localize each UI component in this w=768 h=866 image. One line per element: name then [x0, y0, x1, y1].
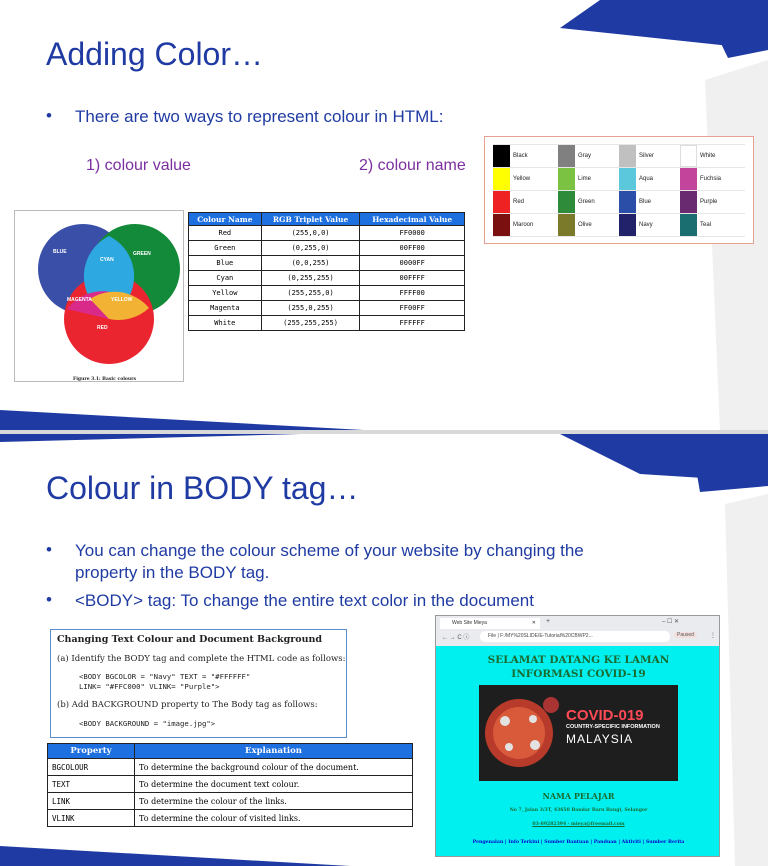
- cell: Yellow: [189, 286, 262, 301]
- cell: TEXT: [48, 776, 135, 793]
- colour-name-cell: [558, 145, 621, 167]
- table-row: [189, 271, 465, 286]
- table-row: [189, 241, 465, 256]
- bullet-text: There are two ways to represent colour in HTML:: [75, 107, 444, 126]
- venn-label-yellow: YELLOW: [111, 297, 133, 303]
- address-bar[interactable]: File | F:/MY%20SLIDE/E-Tutorial%20CBWP2...: [480, 631, 670, 642]
- option-colour-name: 2) colour name: [359, 157, 466, 174]
- cell: To determine the colour of visited links.: [135, 810, 413, 827]
- colour-swatch: [619, 145, 636, 167]
- colour-name-label: Yellow: [513, 176, 531, 182]
- colour-swatch: [493, 191, 510, 213]
- colour-name-label: Black: [513, 153, 528, 159]
- code-step-b: (b) Add BACKGROUND property to The Body tag as follows:: [57, 700, 318, 710]
- cell: 00FFFF: [360, 271, 465, 286]
- colour-name-label: Lime: [578, 176, 592, 182]
- page-heading-line2: INFORMASI COVID-19: [511, 668, 646, 680]
- cell: To determine the document text colour.: [135, 776, 413, 793]
- cell: FF00FF: [360, 301, 465, 316]
- cell: FFFF00: [360, 286, 465, 301]
- colour-name-cell: [619, 191, 682, 213]
- colour-name-label: Green: [578, 199, 595, 205]
- student-name: NAMA PELAJAR: [542, 791, 615, 801]
- colour-name-label: Teal: [700, 222, 712, 228]
- browser-screenshot: [435, 615, 720, 857]
- colour-name-label: Aqua: [639, 176, 654, 182]
- colour-name-label: Blue: [639, 199, 652, 205]
- table-row: [189, 226, 465, 241]
- colour-name-cell: [493, 191, 556, 213]
- colour-name-cell: [619, 168, 682, 190]
- palette-gridline: [493, 213, 745, 214]
- colour-name-label: Fuchsia: [700, 176, 722, 182]
- code-box-title: Changing Text Colour and Document Background: [57, 634, 323, 645]
- cell: BGCOLOUR: [48, 759, 135, 776]
- table-row: [189, 316, 465, 331]
- colour-swatch: [493, 168, 510, 190]
- table-row: [189, 286, 465, 301]
- property-table: [47, 743, 413, 827]
- cell: 0000FF: [360, 256, 465, 271]
- cell: (255,255,0): [261, 286, 360, 301]
- cell: (255,0,255): [261, 301, 360, 316]
- table-row: [48, 759, 413, 776]
- menu-icon[interactable]: ⋮: [710, 633, 716, 639]
- table-row: [189, 301, 465, 316]
- col-header: Explanation: [135, 744, 413, 759]
- colour-name-label: Maroon: [513, 222, 534, 228]
- cell: Green: [189, 241, 262, 256]
- cell: Blue: [189, 256, 262, 271]
- cell: 00FF00: [360, 241, 465, 256]
- cell: (0,255,0): [261, 241, 360, 256]
- venn-caption: Figure 3.1: Basic colours: [73, 377, 137, 382]
- colour-name-palette: [484, 136, 754, 244]
- colour-name-label: Purple: [700, 199, 718, 205]
- cell: FF0000: [360, 226, 465, 241]
- page-heading-line1: SELAMAT DATANG KE LAMAN: [487, 654, 670, 666]
- browser-toolbar: [436, 616, 720, 646]
- venn-label-blue: BLUE: [53, 249, 67, 255]
- colour-swatch: [493, 214, 510, 236]
- colour-name-cell: [619, 145, 682, 167]
- colour-name-cell: [558, 168, 621, 190]
- colour-name-cell: [680, 168, 743, 190]
- colour-name-label: Olive: [578, 222, 592, 228]
- table-row: [48, 810, 413, 827]
- col-header: RGB Triplet Value: [261, 213, 360, 226]
- code-snippet-a: [79, 672, 250, 692]
- venn-diagram: [14, 210, 184, 382]
- banner-subtitle: COUNTRY-SPECIFIC INFORMATION: [566, 724, 660, 730]
- palette-gridline: [493, 190, 745, 191]
- colour-swatch: [558, 214, 575, 236]
- close-icon[interactable]: ✕: [531, 620, 536, 626]
- bullet-dot: •: [46, 590, 52, 609]
- code-example-box: [50, 629, 347, 738]
- colour-name-label: Silver: [639, 153, 655, 159]
- cell: To determine the background colour of the document.: [135, 759, 413, 776]
- colour-name-label: Red: [513, 199, 525, 205]
- venn-label-red: RED: [97, 325, 108, 331]
- cell: (0,255,255): [261, 271, 360, 286]
- banner-country: MALAYSIA: [566, 732, 634, 746]
- bullet-text-line1: You can change the colour scheme of your website by changing the: [75, 541, 584, 560]
- profile-button[interactable]: Paused: [674, 632, 697, 638]
- cell: FFFFFF: [360, 316, 465, 331]
- slide-title: Colour in BODY tag…: [46, 470, 359, 506]
- contact-text: 03-89282394 · mieya@freemail.com: [532, 822, 625, 827]
- colour-swatch: [558, 145, 575, 167]
- code-line: LINK= "#FFC000" VLINK= "Purple">: [79, 682, 220, 691]
- cell: Magenta: [189, 301, 262, 316]
- option-colour-value: 1) colour value: [86, 157, 191, 174]
- code-snippet-b: <BODY BACKGROUND = "image.jpg">: [79, 719, 216, 728]
- covid-banner-image: [479, 685, 678, 781]
- colour-name-cell: [680, 191, 743, 213]
- cell: (255,255,255): [261, 316, 360, 331]
- colour-swatch: [680, 145, 697, 167]
- cell: To determine the colour of the links.: [135, 793, 413, 810]
- slide-title: Adding Color…: [46, 36, 263, 72]
- colour-name-label: White: [700, 153, 716, 159]
- colour-swatch: [619, 214, 636, 236]
- bullet-text-body-tag: <BODY> tag: To change the entire text color in the document: [75, 591, 534, 610]
- new-tab-button[interactable]: +: [546, 618, 551, 625]
- site-menu-links[interactable]: Pengenalan | Info Terkini | Sumber Bantuan | Panduan | Aktiviti | Sumber Berita: [472, 840, 685, 845]
- colour-name-cell: [558, 191, 621, 213]
- palette-gridline: [493, 167, 745, 168]
- bullet-dot: •: [46, 106, 52, 125]
- colour-swatch: [619, 168, 636, 190]
- nav-buttons[interactable]: ← → C ⓘ: [442, 635, 470, 641]
- table-row: [189, 256, 465, 271]
- colour-name-cell: [493, 214, 556, 236]
- code-line: <BODY BGCOLOR = "Navy" TEXT = "#FFFFFF": [79, 672, 251, 681]
- venn-label-cyan: CYAN: [100, 257, 114, 263]
- palette-gridline: [493, 144, 745, 145]
- cell: Cyan: [189, 271, 262, 286]
- colour-name-cell: [493, 145, 556, 167]
- window-controls[interactable]: – ☐ ✕: [662, 619, 680, 625]
- table-row: [48, 793, 413, 810]
- venn-label-green: GREEN: [133, 251, 151, 257]
- palette-gridline: [493, 236, 745, 237]
- cell: LINK: [48, 793, 135, 810]
- cell: (255,0,0): [261, 226, 360, 241]
- cell: Red: [189, 226, 262, 241]
- address-text: No 7, Jalan 3/3T, 43650 Bandar Baru Bangi, Selangor: [509, 808, 648, 813]
- browser-tab[interactable]: [440, 618, 540, 629]
- colour-swatch: [619, 191, 636, 213]
- venn-label-magenta: MAGENTA: [67, 297, 92, 303]
- colour-name-label: Navy: [639, 222, 653, 228]
- colour-name-cell: [680, 145, 743, 167]
- banner-title: COVID-019: [566, 707, 644, 724]
- colour-swatch: [493, 145, 510, 167]
- colour-swatch: [558, 168, 575, 190]
- tab-title: Web Site Mieya: [452, 620, 487, 626]
- colour-swatch: [680, 168, 697, 190]
- colour-swatch: [680, 214, 697, 236]
- colour-swatch: [680, 191, 697, 213]
- colour-name-cell: [680, 214, 743, 236]
- col-header: Colour Name: [189, 213, 262, 226]
- slide-colour-body-tag: [0, 434, 768, 866]
- code-step-a: (a) Identify the BODY tag and complete the HTML code as follows:: [57, 654, 346, 664]
- col-header: Property: [48, 744, 135, 759]
- bullet-text-line2: property in the BODY tag.: [75, 563, 270, 582]
- colour-name-cell: [619, 214, 682, 236]
- cell: White: [189, 316, 262, 331]
- bullet-dot: •: [46, 540, 52, 559]
- colour-swatch: [558, 191, 575, 213]
- colour-name-label: Gray: [578, 153, 592, 159]
- slide-adding-color: [0, 0, 768, 432]
- colour-value-table: [188, 212, 465, 331]
- table-row: [48, 776, 413, 793]
- cell: VLINK: [48, 810, 135, 827]
- colour-name-cell: [493, 168, 556, 190]
- cell: (0,0,255): [261, 256, 360, 271]
- col-header: Hexadecimal Value: [360, 213, 465, 226]
- colour-name-cell: [558, 214, 621, 236]
